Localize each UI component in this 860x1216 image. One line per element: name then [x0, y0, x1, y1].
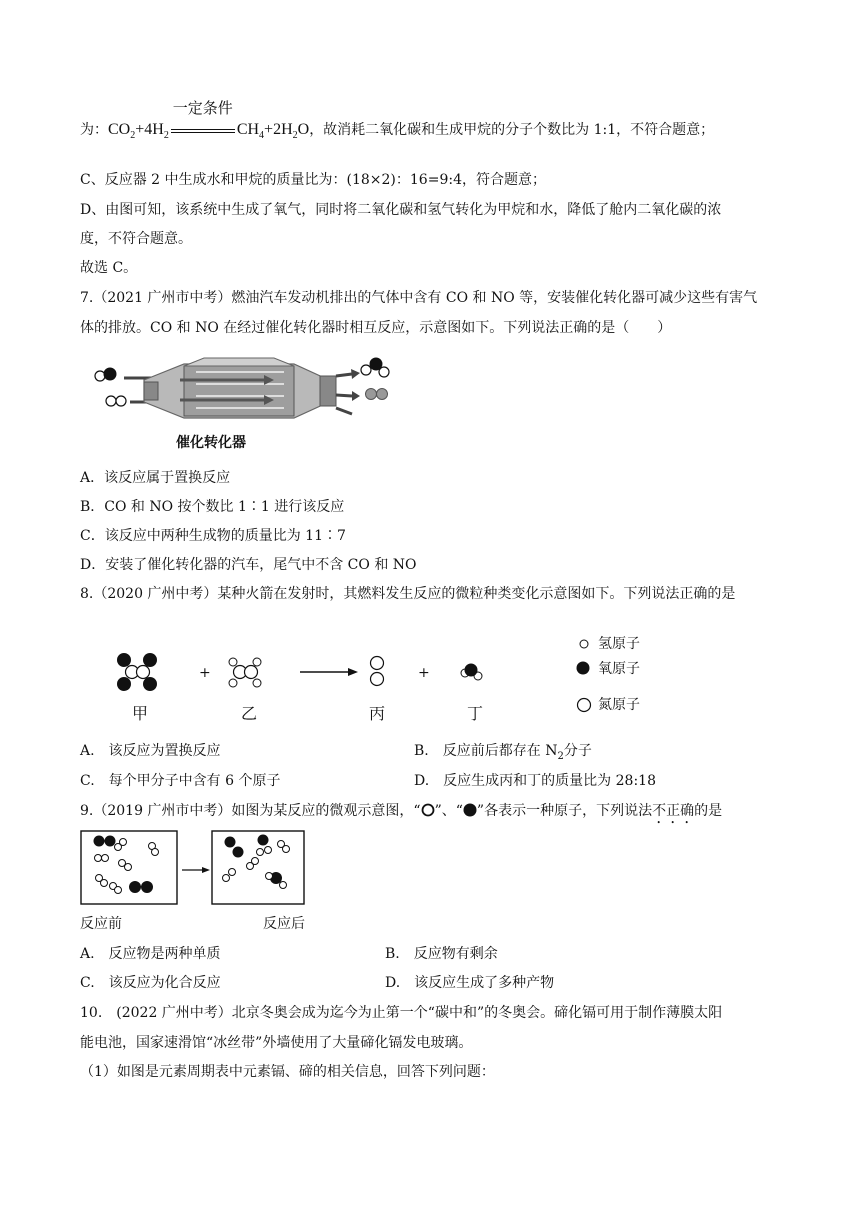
q8-option-b: B. 反应前后都存在 $N_2$分子: [414, 743, 592, 762]
molecule-atom: [377, 389, 388, 400]
legend-hydrogen-icon: [578, 638, 590, 650]
q8-option-a: A. 该反应为置换反应: [80, 743, 221, 759]
converter-caption: 催化转化器: [176, 435, 246, 451]
option-d-explanation-2: 度，不符合题意。: [80, 231, 192, 247]
equation: $CO_2+4H_2$ 一定条件 $CH_4+2H_2O$: [108, 99, 310, 142]
catalytic-converter-figure: [84, 350, 404, 430]
q7-option-d: D．安装了催化转化器的汽车，尾气中不含 CO 和 NO: [80, 557, 417, 573]
black-atom-icon: [463, 803, 477, 817]
legend-nitrogen: 氮原子: [598, 697, 640, 713]
answer-line: 故选 C。: [80, 260, 138, 276]
q9-option-c: C. 该反应为化合反应: [80, 975, 221, 991]
molecule-atom: [361, 365, 371, 375]
option-c-explanation: C、反应器 2 中生成水和甲烷的质量比为：(18×2)：16=9:4，符合题意；: [80, 172, 546, 188]
q8-option-d: D. 反应生成丙和丁的质量比为 28:18: [414, 773, 656, 789]
q9-option-b: B. 反应物有剩余: [385, 946, 498, 962]
q9-option-a: A. 反应物是两种单质: [80, 946, 221, 962]
after-label: 反应后: [263, 916, 305, 932]
label-yi: 乙: [241, 704, 258, 723]
q9-option-d: D. 该反应生成了多种产物: [385, 975, 555, 991]
q7-stem-1: 7.（2021 广州市中考）燃油汽车发动机排出的气体中含有 CO 和 NO 等，安装催化转化器可减少这些有害气: [80, 290, 758, 306]
q7-option-a: A．该反应属于置换反应: [80, 470, 231, 486]
q9-stem: 9.（2019 广州市中考）如图为某反应的微观示意图，“ ”、“ ”各表示一种原子，下列说法不正确的是: [80, 803, 723, 819]
white-atom-icon: [421, 803, 435, 817]
reaction-before-after-figure: [80, 830, 340, 906]
legend-oxygen-icon: [576, 661, 590, 675]
q8-stem: 8.（2020 广州中考）某种火箭在发射时，其燃料发生反应的微粒种类变化示意图如下。下列说法正确的是: [80, 586, 736, 602]
molecule-atom: [379, 367, 389, 377]
molecule-atom: [104, 368, 117, 381]
q8-option-c: C. 每个甲分子中含有 6 个原子: [80, 773, 281, 789]
reaction-condition: 一定条件: [172, 99, 233, 117]
legend-oxygen: 氧原子: [598, 661, 640, 677]
legend-hydrogen: 氢原子: [598, 636, 640, 652]
plus-sign: +: [199, 665, 211, 681]
q10-subquestion-1: （1）如图是元素周期表中元素镉、碲的相关信息，回答下列问题：: [80, 1064, 495, 1080]
q7-stem-2: 体的排放。CO 和 NO 在经过催化转化器时相互反应，示意图如下。下列说法正确的是（ ）: [80, 320, 672, 336]
rocket-fuel-reaction-figure: [110, 650, 510, 700]
molecule-atom: [116, 396, 126, 406]
legend-nitrogen-icon: [576, 697, 592, 713]
q10-stem-1: 10. (2022 广州中考）北京冬奥会成为迄今为止第一个“碳中和”的冬奥会。碲化镉可用于制作薄膜太阳: [80, 1005, 723, 1021]
q7-option-b: B．CO 和 NO 按个数比 1∶1 进行该反应: [80, 499, 345, 515]
label-jia: 甲: [132, 704, 149, 723]
q7-option-c: C．该反应中两种生成物的质量比为 11∶7: [80, 528, 346, 544]
molecule-atom: [366, 389, 377, 400]
equation-line: 为：$CO_2+4H_2$ 一定条件 $CH_4+2H_2O$，故消耗二氧化碳和生成甲烷的分子个数比为 1:1，不符合题意；: [80, 99, 715, 142]
option-d-explanation-1: D、由图可知，该系统中生成了氧气，同时将二氧化碳和氢气转化为甲烷和水，降低了舱内二氧化碳的浓: [80, 202, 722, 218]
molecule-atom: [95, 371, 105, 381]
label-bing: 丙: [369, 704, 386, 723]
label-ding: 丁: [467, 704, 484, 723]
q10-stem-2: 能电池，国家速滑馆“冰丝带”外墙使用了大量碲化镉发电玻璃。: [80, 1035, 473, 1051]
molecule-atom: [106, 396, 116, 406]
plus-sign: +: [418, 665, 430, 681]
before-label: 反应前: [80, 916, 122, 932]
